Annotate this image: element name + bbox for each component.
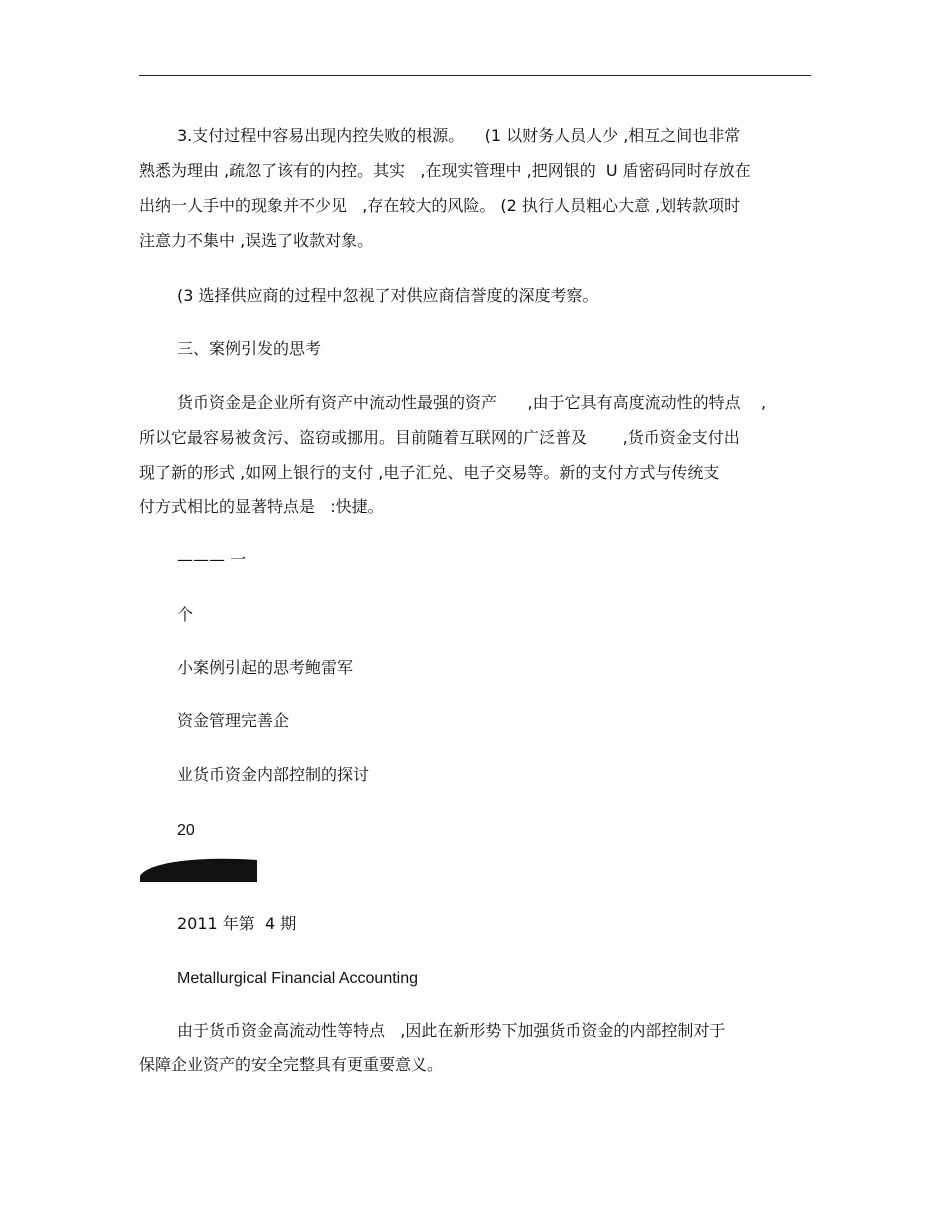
paragraph-line: 付方式相比的显著特点是 :快捷。 bbox=[139, 497, 384, 516]
fragment-text: 个 bbox=[177, 605, 194, 624]
paragraph-line: 货币资金是企业所有资产中流动性最强的资产 ,由于它具有高度流动性的特点 , bbox=[177, 393, 767, 412]
paragraph-line: 所以它最容易被贪污、盗窃或挪用。目前随着互联网的广泛普及 ,货币资金支付出 bbox=[139, 428, 740, 447]
paragraph-line: 由于货币资金高流动性等特点 ,因此在新形势下加强货币资金的内部控制对于 bbox=[177, 1021, 726, 1040]
article-title-line: 资金管理完善企 bbox=[177, 711, 290, 730]
article-title-line: 业货币资金内部控制的探讨 bbox=[177, 765, 370, 784]
header-rule bbox=[139, 75, 811, 76]
paragraph-line: 现了新的形式 ,如网上银行的支付 ,电子汇兑、电子交易等。新的支付方式与传统支 bbox=[139, 463, 720, 482]
section-heading: 三、案例引发的思考 bbox=[177, 339, 322, 358]
decorative-shape bbox=[140, 858, 257, 882]
article-title-line: 小案例引起的思考鲍雷军 bbox=[177, 658, 354, 677]
paragraph-line: 熟悉为理由 ,疏忽了该有的内控。其实 ,在现实管理中 ,把网银的 U 盾密码同时存放在 bbox=[139, 161, 751, 180]
journal-name: Metallurgical Financial Accounting bbox=[177, 970, 419, 987]
page-number: 20 bbox=[177, 822, 195, 839]
dashes-line: ——— 一 bbox=[177, 550, 247, 569]
issue-label: 2011 年第 4 期 bbox=[177, 914, 297, 933]
paragraph-line: 3.支付过程中容易出现内控失败的根源。 (1 以财务人员人少 ,相互之间也非常 bbox=[177, 126, 741, 145]
paragraph-line: 注意力不集中 ,误选了收款对象。 bbox=[139, 231, 374, 250]
paragraph-line: 出纳一人手中的现象并不少见 ,存在较大的风险。 (2 执行人员粗心大意 ,划转款项时 bbox=[139, 196, 741, 215]
paragraph-line: (3 选择供应商的过程中忽视了对供应商信誉度的深度考察。 bbox=[177, 286, 599, 305]
paragraph-line: 保障企业资产的安全完整具有更重要意义。 bbox=[139, 1055, 444, 1074]
